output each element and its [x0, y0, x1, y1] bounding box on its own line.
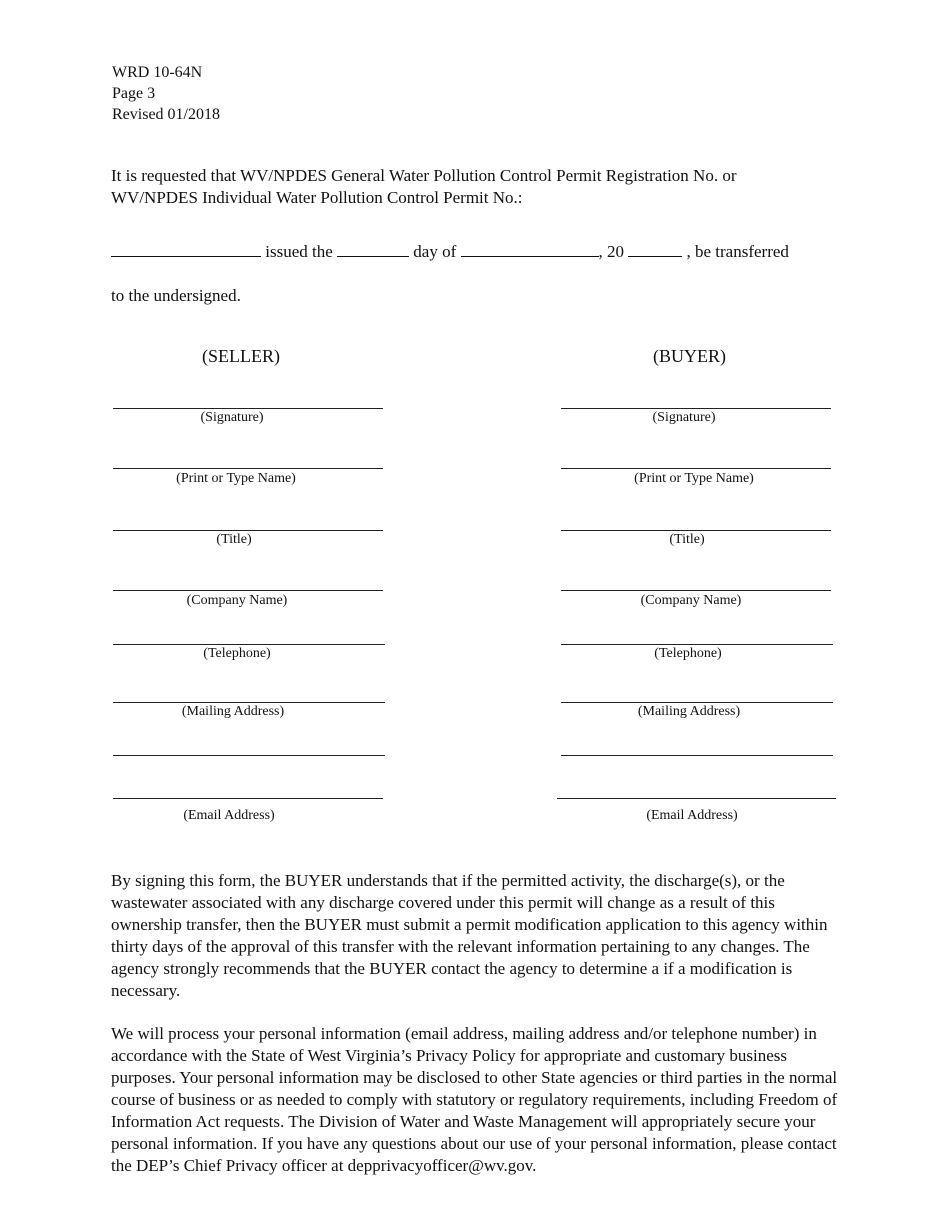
seller-title-line[interactable]: [113, 530, 383, 531]
year-blank[interactable]: [628, 242, 682, 257]
buyer-telephone-line[interactable]: [561, 644, 833, 645]
seller-name-line[interactable]: [113, 468, 383, 469]
buyer-email-label: (Email Address): [646, 808, 738, 823]
request-line-1: It is requested that WV/NPDES General Water Pollution Control Permit Registration No. or: [111, 166, 737, 185]
issued-the-text: issued the: [265, 242, 333, 261]
issue-date-line: [111, 241, 789, 263]
seller-telephone-label: (Telephone): [203, 646, 271, 661]
revision-date: Revised 01/2018: [112, 106, 220, 123]
buyer-mailing-label: (Mailing Address): [637, 704, 741, 719]
seller-mailing-line[interactable]: [113, 702, 385, 703]
day-of-text: day of: [413, 242, 457, 261]
buyer-mailing-line[interactable]: [561, 702, 833, 703]
form-code: WRD 10-64N: [112, 64, 203, 81]
seller-email-label: (Email Address): [183, 808, 275, 823]
seller-company-label: (Company Name): [186, 593, 288, 608]
seller-telephone-line[interactable]: [113, 644, 385, 645]
buyer-signature-label: (Signature): [652, 410, 716, 425]
buyer-title-line[interactable]: [561, 530, 831, 531]
seller-title-label: (Title): [216, 532, 252, 547]
buyer-company-line[interactable]: [561, 590, 831, 591]
buyer-name-label: (Print or Type Name): [634, 471, 754, 486]
seller-mailing-label: (Mailing Address): [181, 704, 285, 719]
buyer-notice-paragraph: By signing this form, the BUYER understands that if the permitted activity, the discharge(s), or the wastewater associated with any discharge covered under this permit will change as a result of this ownership transfer, then the BUYER must submit a permit modification application to this agency within thirty days of the approval of this transfer with the relevant information pertaining to any changes. The agency strongly recommends that the BUYER contact the agency to determine a if a modification is necessary.: [111, 871, 828, 1000]
seller-email-line[interactable]: [113, 798, 383, 799]
seller-signature-line[interactable]: [113, 408, 383, 409]
page-number: Page 3: [112, 85, 156, 102]
buyer-telephone-label: (Telephone): [654, 646, 722, 661]
buyer-email-line[interactable]: [557, 798, 836, 799]
to-undersigned-text: to the undersigned.: [111, 286, 241, 305]
buyer-company-label: (Company Name): [640, 593, 742, 608]
buyer-mailing-line-2[interactable]: [561, 755, 833, 756]
request-line-2: WV/NPDES Individual Water Pollution Control Permit No.:: [111, 188, 523, 207]
buyer-heading: (BUYER): [653, 346, 726, 366]
buyer-name-line[interactable]: [561, 468, 831, 469]
be-transferred-text: , be transferred: [686, 242, 789, 261]
seller-name-label: (Print or Type Name): [176, 471, 296, 486]
permit-number-blank[interactable]: [111, 242, 261, 257]
seller-signature-label: (Signature): [200, 410, 264, 425]
seller-company-line[interactable]: [113, 590, 383, 591]
buyer-signature-line[interactable]: [561, 408, 831, 409]
day-blank[interactable]: [337, 242, 409, 257]
month-blank[interactable]: [461, 242, 599, 257]
privacy-notice-paragraph: We will process your personal information (email address, mailing address and/or telephone number) in accordance with the State of West Virginia’s Privacy Policy for appropriate and customary business purposes. Your personal information may be disclosed to other State agencies or third parties in the normal course of business or as needed to comply with statutory or regulatory requirements, including Freedom of Information Act requests. The Division of Water and Waste Management will appropriately secure your personal information. If you have any questions about our use of your personal information, please contact the DEP’s Chief Privacy officer at depprivacyofficer@wv.gov.: [111, 1024, 838, 1175]
buyer-title-label: (Title): [669, 532, 705, 547]
seller-heading: (SELLER): [202, 346, 280, 366]
year-prefix-text: , 20: [598, 242, 624, 261]
seller-mailing-line-2[interactable]: [113, 755, 385, 756]
